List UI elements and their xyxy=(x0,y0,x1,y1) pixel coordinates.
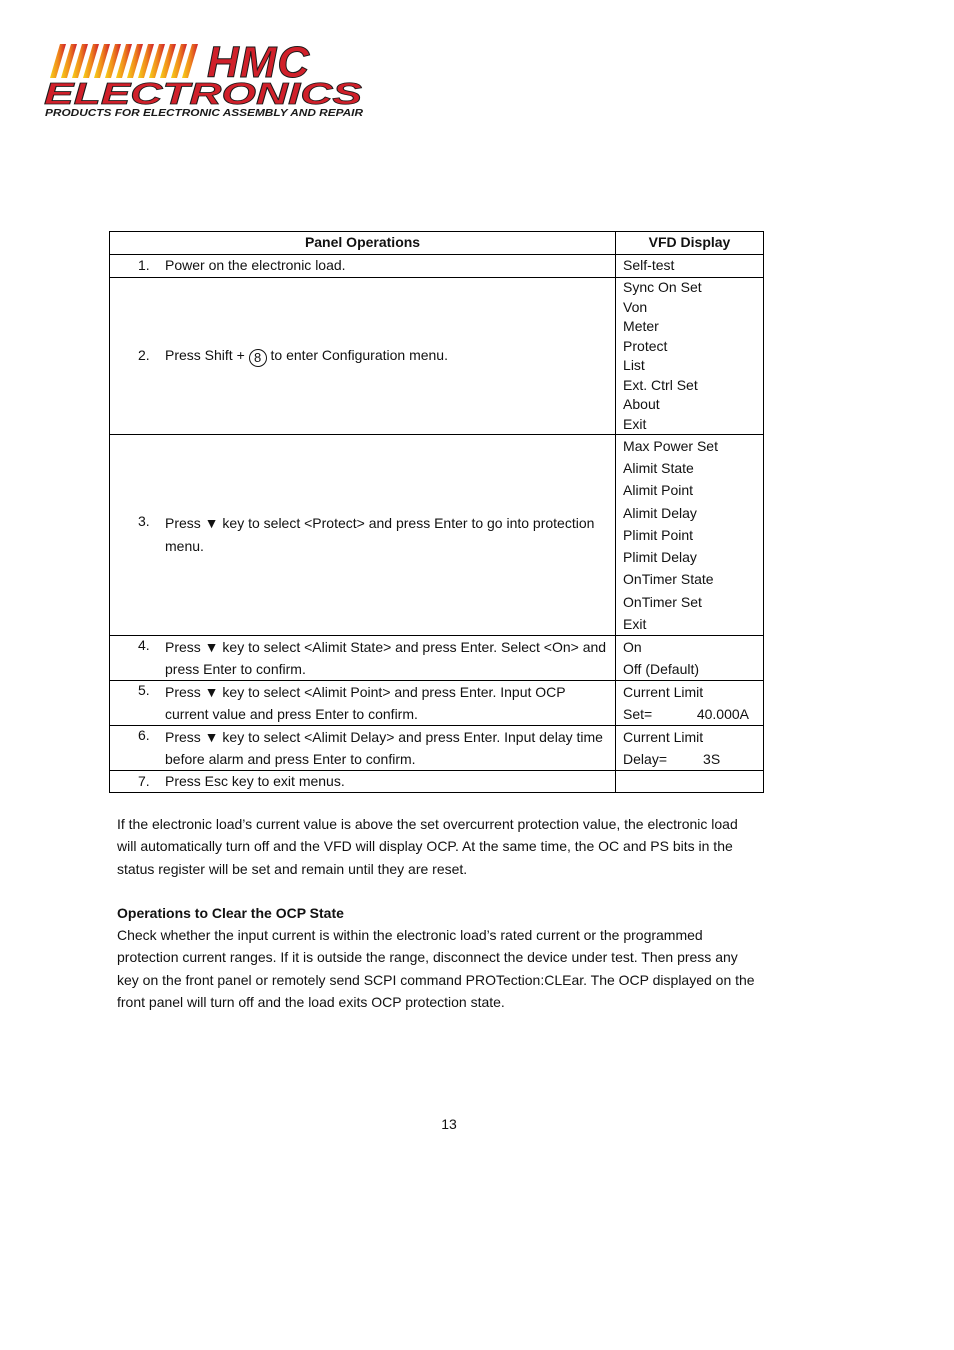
logo-tagline: PRODUCTS FOR ELECTRONIC ASSEMBLY AND REPAIR xyxy=(45,107,364,119)
vfd-setting-key: Set= xyxy=(623,706,653,722)
circled-key-8: 8 xyxy=(249,349,267,367)
vfd-title: Current Limit xyxy=(623,729,704,745)
vfd-setting xyxy=(623,703,757,725)
header-vfd-display: VFD Display xyxy=(616,232,764,255)
vfd-line: Plimit Delay xyxy=(623,549,697,566)
table-header-row xyxy=(110,232,764,255)
table-row xyxy=(110,278,764,435)
vfd-line: Ext. Ctrl Set xyxy=(623,376,698,393)
step-text: Press ▼ key to select <Protect> and press Enter to go into protection menu. xyxy=(165,515,595,554)
vfd-line: Exit xyxy=(623,615,647,632)
vfd-cell xyxy=(616,278,764,435)
step-text: Press ▼ key to select <Alimit Delay> and press Enter. Input delay time before alarm and press Enter to confirm. xyxy=(165,729,603,767)
vfd-line: List xyxy=(623,357,645,373)
step-number: 6. xyxy=(138,727,150,743)
step-number: 3. xyxy=(138,513,150,529)
step-text-before: Press Shift + xyxy=(165,346,249,363)
header-panel-operations: Panel Operations xyxy=(110,232,616,255)
step-number: 2. xyxy=(138,346,150,363)
vfd-line: Protect xyxy=(623,337,668,354)
operation-cell xyxy=(110,726,616,771)
vfd-cell xyxy=(616,681,764,726)
vfd-cell-empty xyxy=(616,771,764,793)
operation-cell xyxy=(110,435,616,636)
logo-line1: HMC xyxy=(207,40,311,87)
step-text: Press ▼ key to select <Alimit State> and press Enter. Select <On> and press Enter to confirm. xyxy=(165,639,607,677)
vfd-cell xyxy=(616,435,764,636)
vfd-line: Von xyxy=(623,298,648,315)
vfd-setting-value: 40.000A xyxy=(696,706,749,722)
step-number: 5. xyxy=(138,682,150,698)
clear-ocp-paragraph: Check whether the input current is within the electronic load’s rated current or the programmed protection current ranges. If it is outside the range, disconnect the device under test. Then press any key on the front panel or remotely send SCPI command PROTection:CLEar. The OCP displayed on the front panel will turn off and the load exits OCP protection state. xyxy=(117,927,755,1010)
step-text xyxy=(165,346,607,367)
page-number: 13 xyxy=(441,1116,457,1132)
operation-cell xyxy=(110,636,616,681)
operation-cell xyxy=(110,771,616,793)
step-number: 1. xyxy=(138,257,150,274)
vfd-line: On xyxy=(623,639,642,655)
vfd-cell xyxy=(616,636,764,681)
logo-line2: ELECTRONICS xyxy=(44,76,363,111)
vfd-line: Off (Default) xyxy=(623,661,700,677)
vfd-setting-value: 3S xyxy=(703,751,721,767)
vfd-title: Current Limit xyxy=(623,684,704,700)
table-row xyxy=(110,435,764,636)
vfd-line: Alimit Delay xyxy=(623,504,697,521)
operation-cell xyxy=(110,681,616,726)
vfd-setting-key: Delay= xyxy=(623,751,667,767)
vfd-line: OnTimer State xyxy=(623,571,714,588)
vfd-line: OnTimer Set xyxy=(623,593,702,610)
panel-operations-table xyxy=(109,231,764,793)
step-number: 7. xyxy=(138,772,150,789)
table-row xyxy=(110,726,764,771)
logo-graphic xyxy=(42,40,372,124)
vfd-line: Self-test xyxy=(623,257,675,274)
vfd-line: Meter xyxy=(623,318,659,334)
vfd-line: Alimit Point xyxy=(623,482,694,499)
company-logo xyxy=(42,40,372,124)
vfd-line: About xyxy=(623,396,660,412)
operation-cell xyxy=(110,255,616,278)
table-row xyxy=(110,636,764,681)
vfd-cell xyxy=(616,726,764,771)
vfd-line: Alimit State xyxy=(623,460,694,477)
ocp-description-paragraph: If the electronic load’s current value is above the set overcurrent protection value, the electronic load will automatically turn off and the VFD will display OCP. At the same time, the OC and PS bits in the status register will be set and remain until they are reset. xyxy=(117,816,738,877)
table-row xyxy=(110,771,764,793)
operation-cell xyxy=(110,278,616,435)
table-row xyxy=(110,681,764,726)
vfd-setting xyxy=(623,748,757,770)
step-text-after: to enter Configuration menu. xyxy=(266,346,448,363)
vfd-line: Max Power Set xyxy=(623,438,718,455)
step-text: Press ▼ key to select <Alimit Point> and press Enter. Input OCP current value and press Enter to confirm. xyxy=(165,684,566,722)
vfd-line: Sync On Set xyxy=(623,279,702,295)
vfd-cell xyxy=(616,255,764,278)
vfd-line: Plimit Point xyxy=(623,526,694,543)
step-text: Press Esc key to exit menus. xyxy=(165,772,345,789)
vfd-line: Exit xyxy=(623,415,647,432)
section-heading: Operations to Clear the OCP State xyxy=(117,905,344,921)
step-number: 4. xyxy=(138,637,150,653)
table-row xyxy=(110,255,764,278)
step-text: Power on the electronic load. xyxy=(165,257,346,274)
